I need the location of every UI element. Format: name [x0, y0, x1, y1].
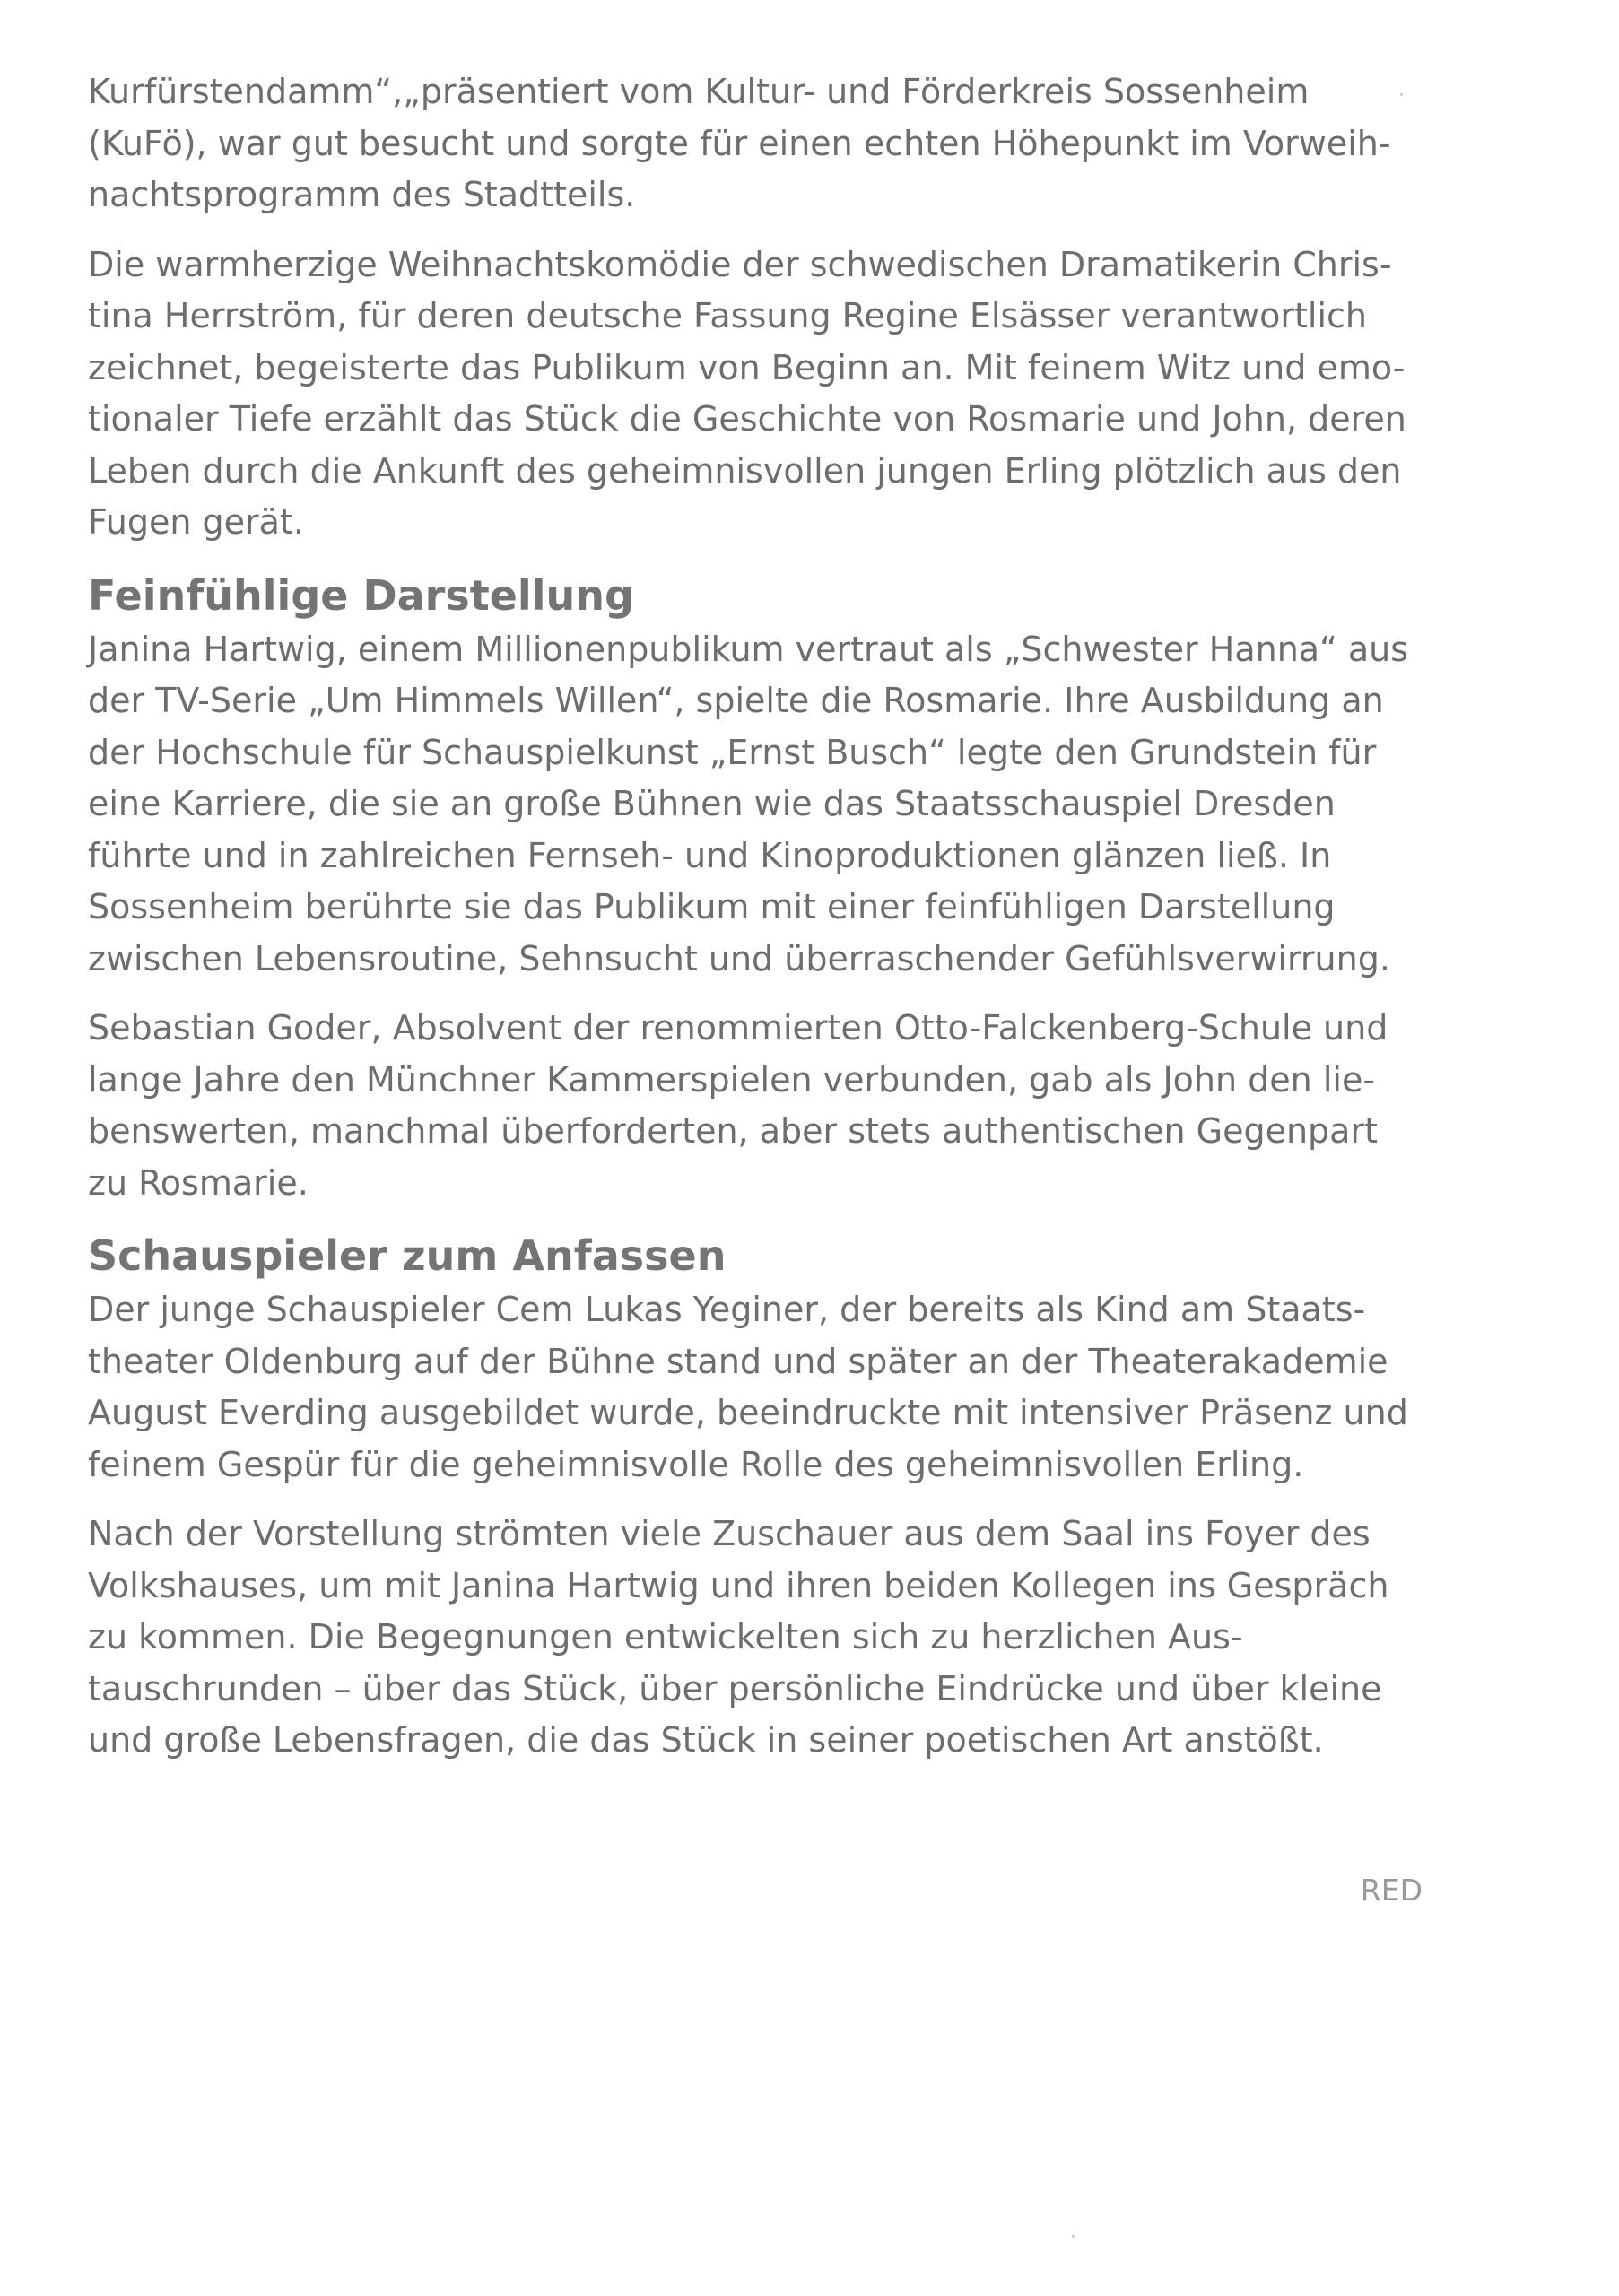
text-line: Die warmherzige Weihnachtskomödie der schwedischen Dramatikerin Chris-: [88, 244, 1392, 284]
text-line: Sebastian Goder, Absolvent der renommierten Otto-Falckenberg-Schule und: [88, 1008, 1388, 1048]
text-line: (KuFö), war gut besucht und sorgte für einen echten Höhepunkt im Vorweih-: [88, 123, 1391, 163]
paragraph-cem-lukas-yeginer: [88, 1284, 1426, 1491]
text-line: Leben durch die Ankunft des geheimnisvollen jungen Erling plötzlich aus den: [88, 450, 1402, 491]
text-line: zwischen Lebensroutine, Sehnsucht und überraschender Gefühlsverwirrung.: [88, 938, 1390, 978]
text-line: nachtsprogramm des Stadtteils.: [88, 175, 636, 214]
text-line: Janina Hartwig, einem Millionenpublikum vertraut als „Schwester Hanna“ aus: [88, 629, 1408, 669]
text-line: der TV-Serie „Um Himmels Willen“, spielte die Rosmarie. Ihre Ausbildung an: [88, 681, 1384, 720]
article-body: [88, 66, 1426, 1785]
paragraph-sebastian-goder: [88, 1003, 1426, 1209]
section-heading-schauspieler-zum-anfassen: Schauspieler zum Anfassen: [88, 1231, 727, 1280]
paragraph-janina-hartwig: [88, 624, 1426, 986]
text-line: Nach der Vorstellung strömten viele Zuschauer aus dem Saal ins Foyer des: [88, 1514, 1371, 1553]
text-line: zu kommen. Die Begegnungen entwickelten sich zu herzlichen Aus-: [88, 1617, 1243, 1657]
text-line: eine Karriere, die sie an große Bühnen wie das Staatsschauspiel Dresden: [88, 784, 1336, 823]
text-line: und große Lebensfragen, die das Stück in seiner poetischen Art anstößt.: [88, 1720, 1324, 1760]
text-line: tina Herrström, für deren deutsche Fassung Regine Elsässer verantwortlich: [88, 296, 1368, 335]
text-line: zeichnet, begeisterte das Publikum von Beginn an. Mit feinem Witz und emo-: [88, 347, 1406, 387]
section-heading-feinfuehlige-darstellung: Feinfühlige Darstellung: [88, 570, 634, 620]
paragraph-after-show: [88, 1509, 1426, 1767]
text-line: benswerten, manchmal überforderten, aber stets authentischen Gegenpart: [88, 1111, 1378, 1151]
text-line: Kurfürstendamm“,„präsentiert vom Kultur- und Förderkreis Sossenheim: [88, 72, 1310, 111]
text-line: theater Oldenburg auf der Bühne stand und später an der Theaterakademie: [88, 1341, 1388, 1381]
text-line: Fugen gerät.: [88, 502, 304, 542]
paragraph-intro: [88, 66, 1426, 222]
text-line: feinem Gespür für die geheimnisvolle Rolle des geheimnisvollen Erling.: [88, 1444, 1304, 1484]
text-line: Sossenheim berührte sie das Publikum mit einer feinfühligen Darstellung: [88, 887, 1336, 926]
text-line: tionaler Tiefe erzählt das Stück die Geschichte von Rosmarie und John, deren: [88, 399, 1406, 439]
text-line: lange Jahre den Münchner Kammerspielen verbunden, gab als John den lie-: [88, 1059, 1376, 1100]
scan-speck: [1400, 93, 1403, 96]
text-line: August Everding ausgebildet wurde, beeindruckte mit intensiver Präsenz und: [88, 1393, 1408, 1432]
scan-speck: [1072, 2235, 1075, 2238]
text-line: Der junge Schauspieler Cem Lukas Yeginer, der bereits als Kind am Staats-: [88, 1290, 1366, 1329]
text-line: der Hochschule für Schauspielkunst „Ernst Busch“ legte den Grundstein für: [88, 732, 1377, 772]
text-line: führte und in zahlreichen Fernseh- und Kinoproduktionen glänzen ließ. In: [88, 835, 1332, 875]
text-line: Volkshauses, um mit Janina Hartwig und ihren beiden Kollegen ins Gespräch: [88, 1565, 1389, 1605]
author-signature: RED: [1360, 1873, 1423, 1908]
text-line: zu Rosmarie.: [88, 1162, 309, 1203]
text-line: tauschrunden – über das Stück, über persönliche Eindrücke und über kleine: [88, 1668, 1382, 1709]
paragraph-comedy: [88, 239, 1426, 549]
